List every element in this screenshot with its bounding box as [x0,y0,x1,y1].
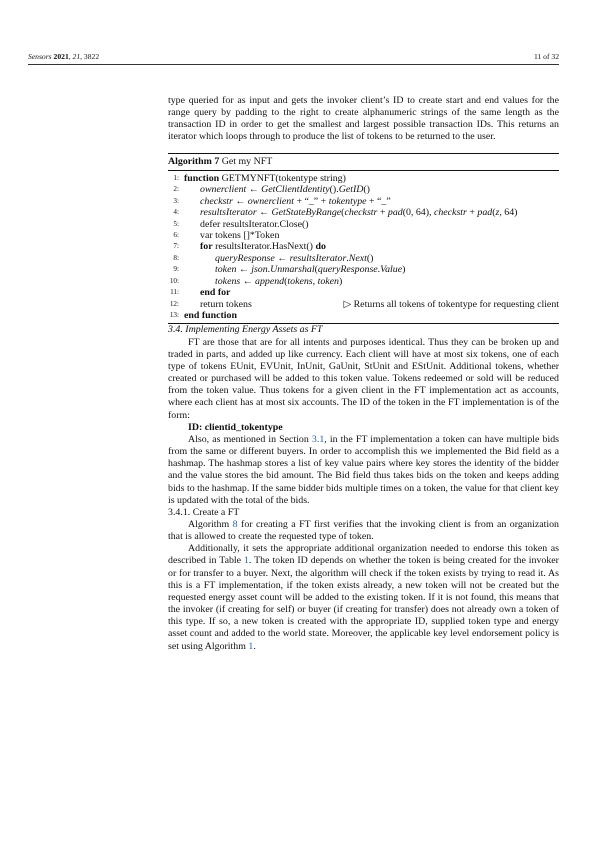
algorithm-line [168,276,559,287]
text-span: , in the FT implementation a token can have multiple bids from the same or different buyers. In order to accomplish this we implemented the Bid field as a hashmap. The hashmap stores a list of key value pairs where key stores the identity of the bidder and the value stores the bid amount. The Bid field thus takes bids on the token and keeps adding bids to the hashmap. If the same bidder bids multiple times on a token, the value for that client key is updated with the total of the bids. [168,433,559,506]
line-comment: ▷ Returns all tokens of tokentype for requesting client [343,298,559,310]
line-code: token ← json.Unmarshal(queryResponse.Value) [215,264,406,276]
algorithm-line [168,241,559,252]
header-rule [28,64,559,65]
line-code: checkstr ← ownerclient + “_” + tokentype + “_” [200,195,391,207]
algorithm-line [168,287,559,298]
line-code: tokens ← append(tokens, token) [215,275,343,287]
line-number: 6: [173,230,179,239]
algorithm-title: Get my NFT [221,155,273,167]
section-3-4-1-paragraph-2 [168,543,559,652]
section-3-4-1-paragraph-1 [168,519,559,543]
line-number: 9: [173,265,179,274]
algorithm-ref-link[interactable]: 1 [248,640,254,652]
line-number: 2: [173,185,179,194]
line-number: 10: [169,276,179,285]
algorithm-line [168,230,559,241]
line-code: end for [200,287,231,299]
table-ref-link[interactable]: 1 [243,555,249,567]
line-number: 11: [170,288,179,297]
algorithm-line [168,264,559,275]
token-id-format: ID: clientid_tokentype [188,421,283,433]
line-code: resultsIterator ← GetStateByRange(checkstr + pad(0, 64), checkstr + pad(z, 64) [200,207,518,219]
line-number: 7: [173,242,179,251]
algorithm-line [168,184,559,195]
journal-year: 2021 [53,52,69,61]
page-header [28,52,559,64]
line-code: defer resultsIterator.Close() [200,218,309,230]
line-number: 8: [173,253,179,262]
line-code: function GETMYNFT(tokentype string) [184,172,346,184]
text-span: Additionally, it sets the appropriate additional organization needed to endorse this token as described in Table [168,543,559,567]
algorithm-line [168,299,559,310]
algorithm-lines [168,171,559,325]
algorithm-ref-link[interactable]: 8 [232,518,238,530]
line-number: 3: [173,196,179,205]
algorithm-line [168,173,559,184]
algorithm-line [168,207,559,218]
line-code: end function [184,310,237,322]
text-span: Algorithm [188,518,233,530]
line-code: return tokens [200,298,252,310]
section-3-4-paragraph-2 [168,434,559,507]
algorithm-line [168,310,559,321]
text-span: for creating a FT first verifies that the invoking client is from an organization that is allowed to create the requested type of token. [168,518,559,543]
text-span: Also, as mentioned in Section [188,433,312,445]
algorithm-line [168,196,559,207]
section-heading-3-4: 3.4. Implementing Energy Assets as FT [168,324,323,336]
section-3-4-paragraph-1: FT are those that are for all intents and purposes identical. Thus they can be broken up and traded in parts, and added up like currency. Each client will have at most six tokens, one of each type of tokens EUnit, EVUnit, InUnit, GaUnit, StUnit and EStUnit. Additional tokens, whether created or purchased will be added to this token value. Tokens redeemed or sold will be reduced from the token value. Thus tokens for a given client in the FT implementation act as accounts, where each client has at most six accounts. The ID of the token in the FT implementation is of the form: [168,336,559,421]
text-span: . The token ID depends on whether the token is being created for the invoker or for transfer to a buyer. Next, the algorithm will check if the token exists by trying to read it. As this is a FT implementation, if the token exists already, a new token will not be created but the requested energy asset count will be added to the existing token. If it is not found, this means that the invoker (if creating for self) or buyer (if creating for transfer) does not already own a token of this type. If so, a new token is created with the appropriate ID, supplied token type and energy asset count and added to the world state. Moreover, the applicable key level endorsement policy is set using Algorithm [168,555,559,652]
section-heading-3-4-1: 3.4.1. Create a FT [168,506,240,518]
line-code: queryResponse ← resultsIterator.Next() [215,252,374,264]
journal-volume: 21 [72,52,81,61]
line-number: 12: [169,299,179,308]
algorithm-box [168,153,559,325]
line-number: 13: [169,311,179,320]
algorithm-caption [168,154,559,171]
algorithm-label: Algorithm 7 [168,155,220,167]
page-number: 11 of 32 [533,52,559,61]
journal-name: Sensors [28,52,52,61]
line-code: var tokens []*Token [200,229,280,241]
text-span: . [253,640,256,652]
line-number: 4: [173,208,179,217]
line-code: ownerclient ← GetClientIdentity().GetID() [200,184,370,196]
journal-citation: Sensors 2021, 21, 3822 [28,52,100,61]
algorithm-line [168,253,559,264]
intro-paragraph: type queried for as input and gets the invoker client’s ID to create start and end values for the range query by padding to the right to create alphanumeric strings of the same length as the transaction ID in order to get the smallest and largest possible transaction IDs. This returns an iterator which loops through to produce the list of tokens to be returned to the user. [168,95,559,143]
article-number: 3822 [83,52,100,61]
line-number: 1: [173,173,179,182]
line-number: 5: [173,219,179,228]
section-ref-link[interactable]: 3.1 [311,433,325,445]
line-code: for resultsIterator.HasNext() do [200,241,326,253]
algorithm-line [168,219,559,230]
main-content [168,95,559,653]
